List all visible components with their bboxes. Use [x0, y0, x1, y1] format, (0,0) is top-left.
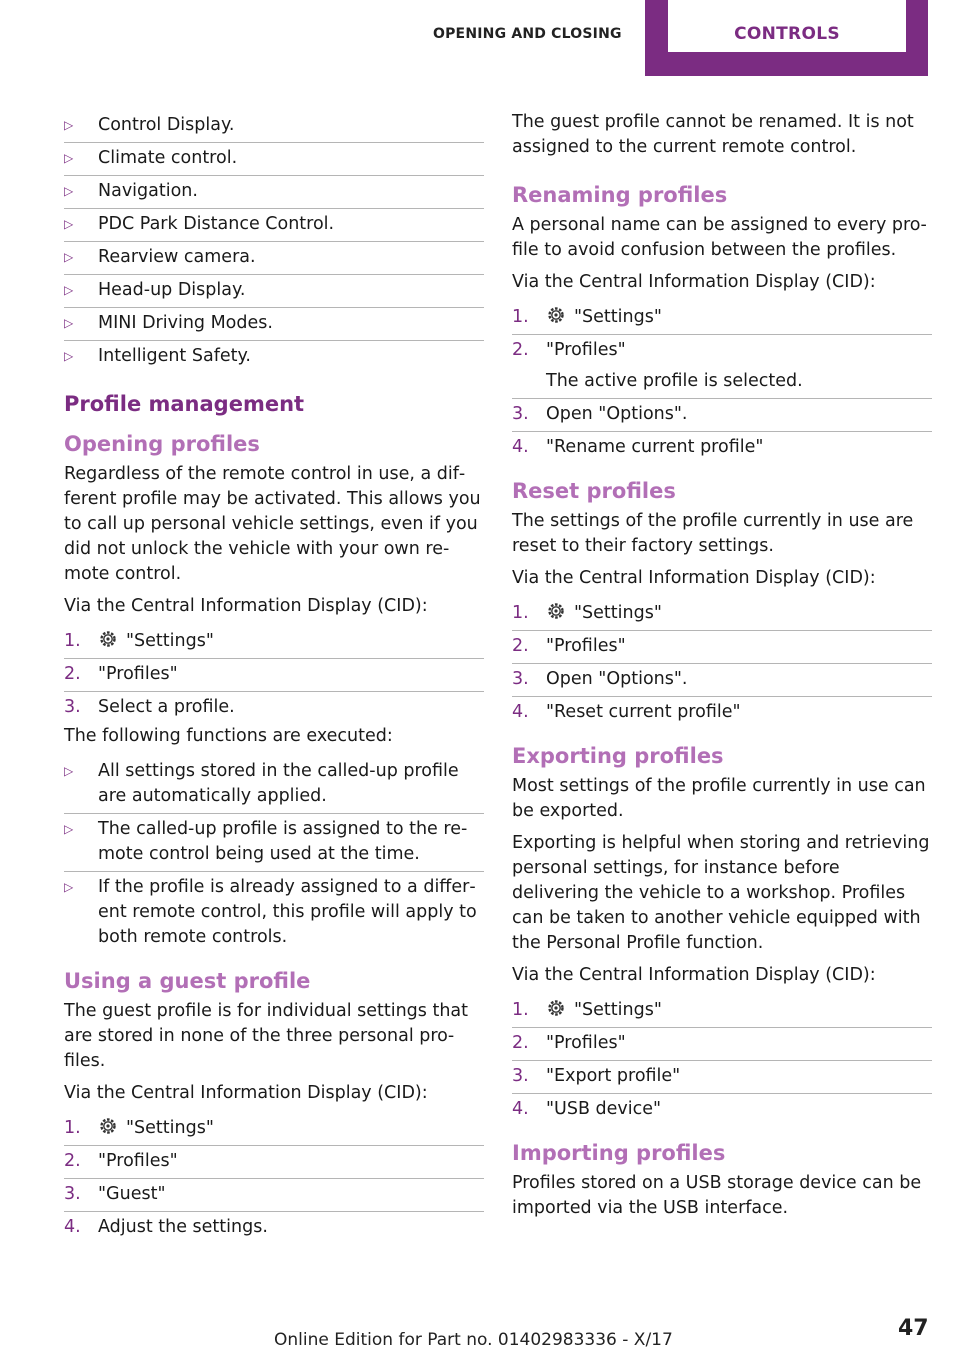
- list-item: ▷ Head-up Display.: [64, 275, 484, 308]
- triangle-right-icon: ▷: [64, 118, 74, 132]
- gear-icon: [98, 1116, 118, 1136]
- list-item: ▷ MINI Driving Modes.: [64, 308, 484, 341]
- triangle-right-icon: ▷: [64, 349, 74, 363]
- steps-guest: [64, 1113, 484, 1244]
- steps-export: [512, 995, 932, 1126]
- step-item: 2. "Profiles" The active profile is selected.: [512, 335, 932, 399]
- step-item: 3. Open "Options".: [512, 664, 932, 697]
- paragraph-via-cid: Via the Central Information Display (CID):: [64, 1083, 428, 1103]
- step-item: 4. "Rename current profile": [512, 437, 764, 457]
- step-item: 3. "Guest": [64, 1179, 484, 1212]
- right-column: [512, 110, 932, 1228]
- step-item: 2. "Profiles": [64, 659, 484, 692]
- paragraph-renaming: A personal name can be assigned to every profile to avoid confusion between the profiles.: [512, 215, 927, 260]
- list-item: ▷ Control Display.: [64, 110, 484, 143]
- gear-icon: [98, 629, 118, 649]
- triangle-right-icon: ▷: [64, 764, 74, 778]
- paragraph-reset: The settings of the profile currently in use are reset to their factory settings.: [512, 511, 914, 556]
- list-item: ▷ Navigation.: [64, 176, 484, 209]
- header-section-title: OPENING AND CLOSING: [433, 26, 622, 42]
- triangle-right-icon: ▷: [64, 184, 74, 198]
- step-item: 3. Select a profile.: [64, 697, 235, 717]
- heading-guest-profile: Using a guest profile: [64, 969, 311, 993]
- step-item: 4. "Reset current profile": [512, 702, 741, 722]
- step-item: 2. "Profiles": [512, 1028, 932, 1061]
- triangle-right-icon: ▷: [64, 316, 74, 330]
- triangle-right-icon: ▷: [64, 250, 74, 264]
- step-item: 3. "Export profile": [512, 1061, 932, 1094]
- gear-icon: [546, 601, 566, 621]
- paragraph-guest: The guest profile is for individual settings that are stored in none of the three personal profiles.: [64, 1001, 469, 1071]
- step-item: 1. "Settings": [64, 1113, 484, 1146]
- paragraph-via-cid: Via the Central Information Display (CID):: [512, 965, 876, 985]
- step-item: 2. "Profiles": [64, 1146, 484, 1179]
- step-item: 1. "Settings": [512, 302, 932, 335]
- heading-renaming-profiles: Renaming profiles: [512, 183, 728, 207]
- paragraph-export-2: Exporting is helpful when storing and retrieving personal settings, for instance before delivering the vehicle to a workshop. Profiles can be taken to another vehicle equipped with the Personal Profile function.: [512, 833, 930, 953]
- header-tab-label: CONTROLS: [734, 24, 840, 44]
- triangle-right-icon: ▷: [64, 283, 74, 297]
- step-item: 4. Adjust the settings.: [64, 1217, 268, 1237]
- feature-list: [64, 110, 484, 373]
- step-item: 1. "Settings": [64, 626, 484, 659]
- paragraph-via-cid: Via the Central Information Display (CID):: [512, 272, 876, 292]
- paragraph-following: The following functions are executed:: [64, 726, 393, 746]
- steps-opening: [64, 626, 484, 724]
- paragraph-opening: Regardless of the remote control in use, a different profile may be activated. This allows you to call up personal vehicle settings, even if you did not unlock the vehicle with your own remote control.: [64, 464, 481, 584]
- step-item: 1. "Settings": [512, 598, 932, 631]
- gear-icon: [546, 998, 566, 1018]
- list-item: ▷ Rearview camera.: [64, 242, 484, 275]
- heading-exporting-profiles: Exporting profiles: [512, 744, 724, 768]
- paragraph-via-cid: Via the Central Information Display (CID):: [64, 596, 428, 616]
- heading-importing-profiles: Importing profiles: [512, 1141, 726, 1165]
- step-item: 4. "USB device": [512, 1099, 662, 1119]
- step-item: 3. Open "Options".: [512, 399, 932, 432]
- step-note: The active profile is selected.: [546, 371, 803, 391]
- list-item: ▷ Climate control.: [64, 143, 484, 176]
- triangle-right-icon: ▷: [64, 880, 74, 894]
- list-item: ▷ All settings stored in the called-up profile are automatically applied.: [64, 756, 484, 814]
- header-tab: [645, 0, 928, 76]
- left-column: [64, 110, 484, 1244]
- heading-opening-profiles: Opening profiles: [64, 432, 260, 456]
- list-item: ▷ PDC Park Distance Control.: [64, 209, 484, 242]
- page-number: 47: [898, 1316, 929, 1341]
- paragraph-export-1: Most settings of the profile currently in use can be exported.: [512, 776, 926, 821]
- executed-functions-list: [64, 756, 484, 954]
- gear-icon: [546, 305, 566, 325]
- step-item: 2. "Profiles": [512, 631, 932, 664]
- footer-edition: Online Edition for Part no. 01402983336 - X/17: [274, 1330, 673, 1350]
- step-item: 1. "Settings": [512, 995, 932, 1028]
- triangle-right-icon: ▷: [64, 151, 74, 165]
- paragraph-import: Profiles stored on a USB storage device can be imported via the USB interface.: [512, 1173, 922, 1218]
- paragraph-via-cid: Via the Central Information Display (CID):: [512, 568, 876, 588]
- heading-profile-management: Profile management: [64, 392, 305, 416]
- steps-renaming: [512, 302, 932, 464]
- list-item: ▷ The called-up profile is assigned to the remote control being used at the time.: [64, 814, 484, 872]
- triangle-right-icon: ▷: [64, 217, 74, 231]
- list-item: ▷ If the profile is already assigned to a different remote control, this profile will apply to both remote controls.: [64, 877, 477, 947]
- paragraph-guest-cont: The guest profile cannot be renamed. It is not assigned to the current remote control.: [512, 112, 914, 157]
- list-item: ▷ Intelligent Safety.: [64, 341, 484, 373]
- triangle-right-icon: ▷: [64, 822, 74, 836]
- steps-reset: [512, 598, 932, 729]
- heading-reset-profiles: Reset profiles: [512, 479, 676, 503]
